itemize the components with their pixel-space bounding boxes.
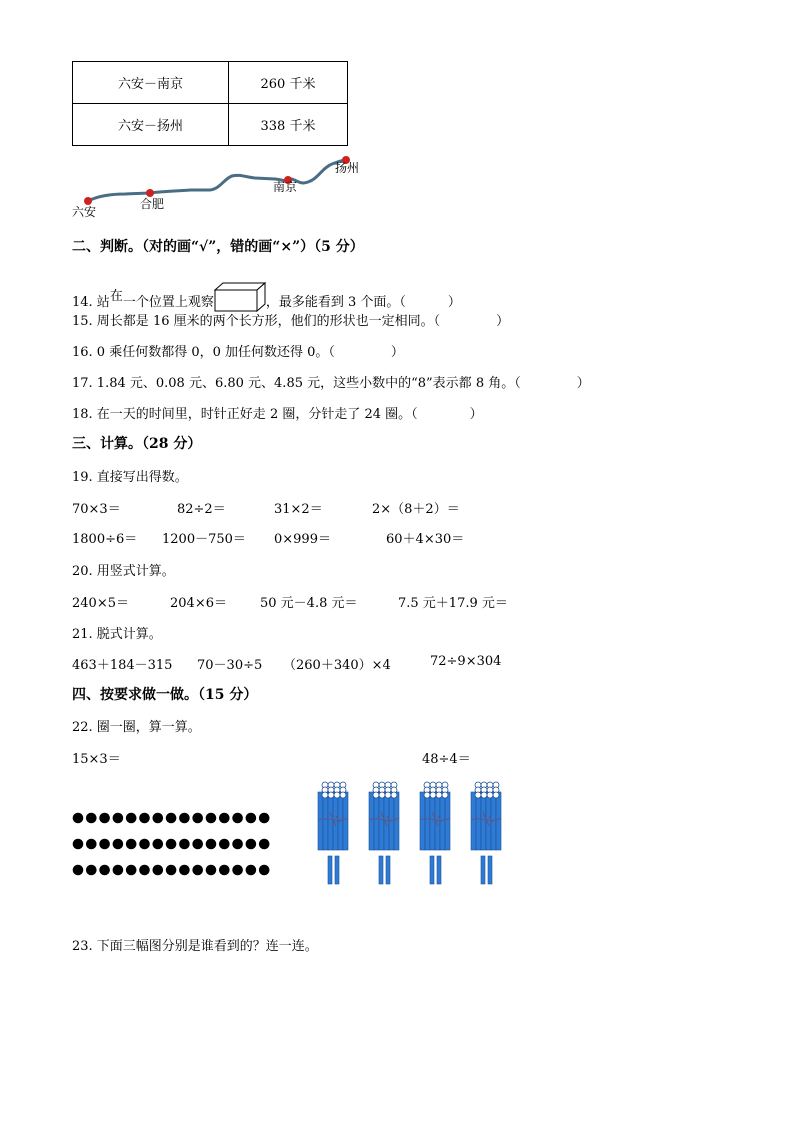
dot [259, 865, 270, 876]
question-21: 21. 脱式计算。 [72, 627, 162, 642]
dot [139, 813, 150, 824]
left-expression: 15×3＝ [72, 752, 121, 767]
dot [232, 839, 243, 850]
single-stick [430, 856, 434, 884]
single-stick [437, 856, 441, 884]
single-stick [328, 856, 332, 884]
calc-item: 82÷2＝ [177, 502, 226, 517]
dot [126, 839, 137, 850]
distance-table [72, 61, 348, 146]
section-title-calc: 三、计算。（28 分） [72, 436, 202, 452]
right-expression: 48÷4＝ [422, 752, 471, 767]
q16-paren-close: ） [390, 345, 404, 360]
dot [126, 865, 137, 876]
q15-paren-close: ） [496, 314, 510, 329]
q17-paren-close: ） [576, 376, 590, 391]
dot [219, 813, 230, 824]
dot [179, 865, 190, 876]
q14-text: 14. 站 [72, 295, 110, 310]
distance-cell: 260 千米 [229, 62, 348, 104]
dot [192, 839, 203, 850]
calc-item: 240×5＝ [72, 596, 129, 611]
calc-item: 31×2＝ [274, 502, 323, 517]
dot [99, 813, 110, 824]
dot [192, 865, 203, 876]
dot [259, 839, 270, 850]
dot [259, 813, 270, 824]
q14-text: 一个位置上观察 [122, 295, 214, 310]
calc-item: 204×6＝ [170, 596, 227, 611]
q16-text: 16. 0 乘任何数都得 0，0 加任何数还得 0。（ [72, 345, 335, 360]
single-stick [481, 856, 485, 884]
dot [113, 865, 124, 876]
cuboid-icon [214, 282, 266, 312]
calc-item: 70×3＝ [72, 502, 121, 517]
question-16 [72, 341, 404, 360]
route-cell: 六安－扬州 [73, 104, 229, 146]
stick-bundle [369, 782, 399, 884]
calc-item: （260＋340）×4 [283, 658, 391, 673]
question-22: 22. 圈一圈，算一算。 [72, 720, 201, 735]
distance-cell: 338 千米 [229, 104, 348, 146]
calc-item: 1200－750＝ [162, 532, 246, 547]
dot [153, 813, 164, 824]
dot [86, 813, 97, 824]
stick-bundle [420, 782, 450, 884]
question-18 [72, 403, 483, 422]
dot-grid [72, 812, 282, 884]
q15-text: 15. 周长都是 16 厘米的两个长方形，他们的形状也一定相同。（ [72, 314, 441, 329]
dot [99, 839, 110, 850]
dot [232, 865, 243, 876]
dot [73, 839, 84, 850]
dot [166, 865, 177, 876]
calc-item: 2×（8＋2）＝ [372, 502, 460, 517]
dot [139, 865, 150, 876]
single-stick [379, 856, 383, 884]
q14-text: 在 [109, 289, 123, 304]
q14-paren-close: ） [447, 295, 461, 310]
table-row [73, 62, 348, 104]
question-14 [72, 282, 461, 312]
dot [192, 813, 203, 824]
q17-text: 17. 1.84 元、0.08 元、6.80 元、4.85 元，这些小数中的“8”表示都 8 角。（ [72, 376, 521, 391]
dot [219, 865, 230, 876]
question-23: 23. 下面三幅图分别是谁看到的？连一连。 [72, 939, 318, 954]
dot [153, 839, 164, 850]
question-15 [72, 310, 509, 329]
route-line [88, 160, 346, 201]
dot [153, 865, 164, 876]
calc-item: 7.5 元＋17.9 元＝ [398, 596, 508, 611]
dot [246, 813, 257, 824]
calc-item: 72÷9×304 [430, 654, 502, 669]
stick-bundle [471, 782, 501, 884]
dot [246, 865, 257, 876]
dot [206, 813, 217, 824]
single-stick [488, 856, 492, 884]
stick-bundles-picture [312, 778, 512, 888]
stick-bundle [318, 782, 348, 884]
dot [139, 839, 150, 850]
route-map [70, 150, 370, 225]
dot [113, 813, 124, 824]
city-label-yangzhou: 扬州 [335, 161, 360, 175]
dot [86, 865, 97, 876]
dot [219, 839, 230, 850]
question-19: 19. 直接写出得数。 [72, 470, 188, 485]
dot [232, 813, 243, 824]
city-label-nanjing: 南京 [273, 180, 298, 194]
calc-item: 1800÷6＝ [72, 532, 138, 547]
q18-paren-close: ） [469, 407, 483, 422]
calc-item: 0×999＝ [274, 532, 331, 547]
dot [206, 839, 217, 850]
table-row [73, 104, 348, 146]
section-title-practice: 四、按要求做一做。（15 分） [72, 687, 258, 703]
city-label-hefei: 合肥 [140, 197, 165, 211]
dot [166, 813, 177, 824]
dot [86, 839, 97, 850]
single-stick [386, 856, 390, 884]
dot [99, 865, 110, 876]
city-label-luan: 六安 [72, 205, 97, 219]
question-20: 20. 用竖式计算。 [72, 564, 175, 579]
dot [206, 865, 217, 876]
question-17 [72, 372, 590, 391]
dot [113, 839, 124, 850]
dot [179, 813, 190, 824]
dot [73, 865, 84, 876]
dot [179, 839, 190, 850]
calc-item: 50 元－4.8 元＝ [260, 596, 358, 611]
calc-item: 60＋4×30＝ [386, 532, 465, 547]
q18-text: 18. 在一天的时间里，时针正好走 2 圈，分针走了 24 圈。（ [72, 407, 418, 422]
dot [166, 839, 177, 850]
dot [246, 839, 257, 850]
route-cell: 六安－南京 [73, 62, 229, 104]
calc-item: 463＋184－315 [72, 658, 173, 673]
section-title-judge: 二、判断。（对的画“√”，错的画“×”）（5 分） [72, 239, 364, 255]
dot [126, 813, 137, 824]
single-stick [335, 856, 339, 884]
calc-item: 70－30÷5 [197, 658, 263, 673]
q14-text: ，最多能看到 3 个面。（ [265, 295, 406, 310]
dot [73, 813, 84, 824]
